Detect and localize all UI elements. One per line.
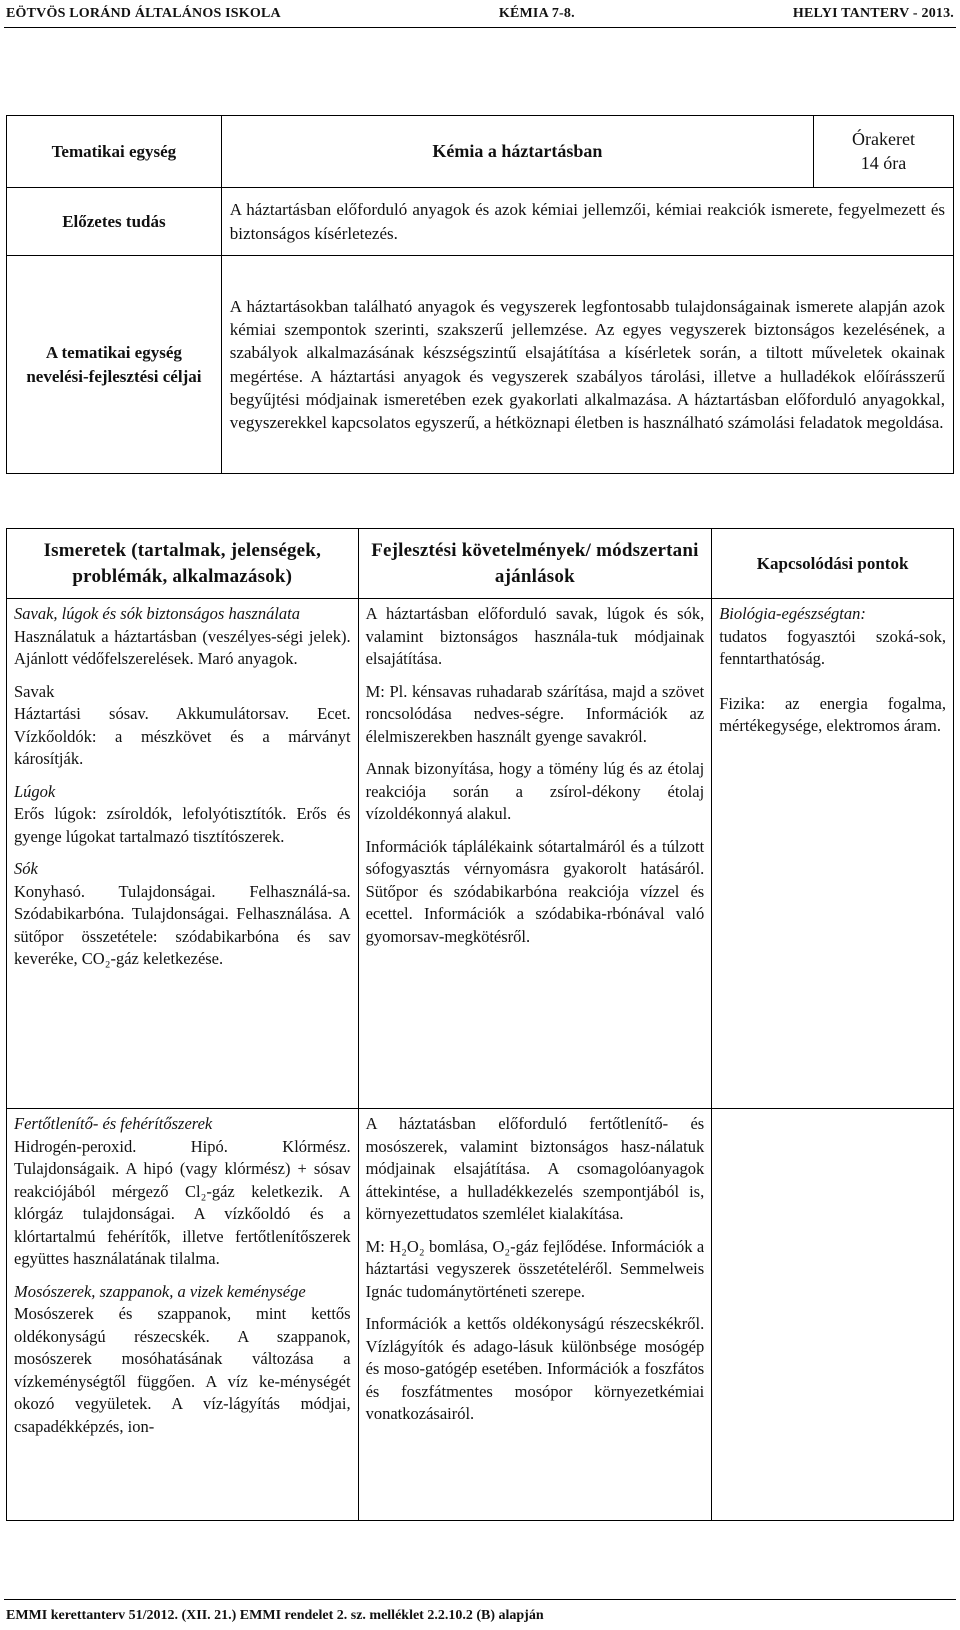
r1c1-p: Savak (14, 681, 55, 701)
row1-knowledge-cell (7, 599, 359, 1109)
unit-title: Kémia a háztartásban (221, 116, 813, 188)
r1c3-biology: Biológia-egészségtan: (719, 604, 866, 623)
row1-requirements-cell (358, 599, 712, 1109)
r2c1-p: Hidrogén-peroxid. Hipó. Klórmész. Tulajdonságaik. A hipó (vagy klórmész) + sósav reakciójából mérgező Cl₂-gáz keletkezik. A klórgáz tulajdonságai. A vízkőoldó és a klórtartalmú fehérítők, illetve fertőtlenítőszerek együttes használatának tilalma. (14, 1136, 351, 1268)
school-name: EÖTVÖS LORÁND ÁLTALÁNOS ISKOLA (6, 6, 281, 21)
r2c1-p: Mosószerek és szappanok, mint kettős oldékonyságú részecskék. A szappanok, mosószerek mosóhatásának változása a vízkeménységtől függően. A víz ke-ménységét okozó vegyületek. A víz-lágyítás módjai, csapadékképzés, ion- (14, 1304, 351, 1436)
r1c1-p: Savak, lúgok és sók biztonságos használata (14, 604, 300, 623)
r1c1-p: Használatuk a háztartásban (veszélyes-ségi jelek). Ajánlott védőfelszerelések. Maró anyagok. (14, 626, 351, 668)
r2c1-p: Mosószerek, szappanok, a vizek keménysége (14, 1281, 306, 1301)
goals-label: A tematikai egység nevelési-fejlesztési céljai (7, 256, 222, 474)
r1c2-p: A háztartásban előforduló savak, lúgok és sók, valamint biztonságos használa-tuk módjainak elsajátítása. (365, 604, 705, 668)
r1c1-p: Háztartási sósav. Akkumulátorsav. Ecet. Vízkőoldók: a mészkövet és a márványt károsítják. (14, 704, 351, 768)
col-header-requirements: Fejlesztési követelmények/ módszertani ajánlások (358, 529, 712, 599)
row1-connections-cell (712, 599, 954, 1109)
goals-text: A háztartásokban található anyagok és vegyszerek legfontosabb tulajdonságainak ismerete alapján azok kémiai szempontok szerinti, szakszerű jellemzése. Az egyes vegyszerek biztonságos kezelésének, a szabályok alkalmazásának készségszintű elsajátítása a kísérletek során, a tiltott műveletek okainak megértése. A háztartási anyagok és vegyszerek szabályos tárolási, illetve a hulladékok előírásszerű begyűjtési módjainak ismeretében ezek gyakorlati alkalmazása. A háztartásban előforduló anyagokkal, vegyszerekkel kapcsolatos egyszerű, a hétköznapi életben is használható számolási feladatok megoldása. (221, 256, 953, 474)
r1c1-p: Sók (14, 859, 38, 878)
header-rule (4, 27, 956, 28)
r2c2-p: M: H₂O₂ bomlása, O₂-gáz fejlődése. Információk a háztartási vegyszerek összetételéről. Semmelweis Ignác tudománytörténeti szerepe. (365, 1236, 705, 1301)
hours-label: Órakeret (852, 129, 916, 150)
footer-rule (4, 1599, 956, 1600)
subject-name: KÉMIA 7-8. (498, 6, 575, 21)
r2c1-p: Fertőtlenítő- és fehérítőszerek (14, 1114, 213, 1133)
content-table (6, 528, 954, 1521)
hours-cell (814, 116, 954, 188)
unit-label: Tematikai egység (7, 116, 222, 188)
r1c1-p: Erős lúgok: zsíroldók, lefolyótisztítók. Erős és gyenge lúgokat tartalmazó tisztítószerek. (14, 804, 351, 846)
row2-connections-cell (712, 1109, 954, 1521)
hours-value: 14 óra (860, 152, 907, 173)
r1c3-physics: Fizika: az energia fogalma, mértékegysége, elektromos áram. (719, 693, 946, 735)
r1c1-p: Lúgok (14, 781, 56, 801)
page-header (6, 6, 954, 22)
r1c2-p: Információk táplálékaink sótartalmáról és a túlzott sófogyasztás vérnyomásra gyakorolt hatásáról. Sütőpor és szódabikarbóna reakciója vízzel és ecettel. Információk a szódabika-rbónával való gyomorsav-megkötésről. (365, 836, 705, 946)
prior-knowledge-label: Előzetes tudás (7, 188, 222, 256)
col-header-knowledge: Ismeretek (tartalmak, jelenségek, problémák, alkalmazások) (7, 529, 359, 599)
r1c1-p: Konyhasó. Tulajdonságai. Felhasználá-sa. Szódabikarbóna. Tulajdonságai. Felhasználása. A sütőpor összetétele: szódabikarbóna és sav keveréke, CO₂-gáz keletkezése. (14, 881, 351, 968)
row2-requirements-cell (358, 1109, 712, 1521)
r2c2-p: A háztatásban előforduló fertőtlenítő- és mosószerek, valamint biztonságos hasz-nálatuk módjainak elsajátítása. A csomagolóanyagok áttekintése, a hulladékkezelés szempontjából is, környezettudatos szemlélet kialakítása. (365, 1114, 705, 1223)
curriculum-name: HELYI TANTERV - 2013. (792, 6, 954, 21)
unit-table (6, 115, 954, 474)
r1c2-p: Annak bizonyítása, hogy a tömény lúg és az étolaj reakciója során a zsírol-dékony étolaj vízoldékonnyá alakul. (365, 759, 705, 823)
r1c2-p: M: Pl. kénsavas ruhadarab szárítása, majd a szövet roncsolódása nedves-ségre. Információk az élelmiszerekben használt gyenge savakról. (365, 681, 705, 746)
r1c3-biology-text: tudatos fogyasztói szoká-sok, fenntarthatóság. (719, 626, 946, 668)
row2-knowledge-cell (7, 1109, 359, 1521)
r2c2-p: Információk a kettős oldékonyságú részecskékről. Vízlágyítók és adago-lásuk különbsége mosógép és moso-gatógép esetében. Információk a foszfátos és foszfátmentes mosópor környezetkémiai vonatkozásairól. (365, 1314, 705, 1423)
page-footer: EMMI kerettanterv 51/2012. (XII. 21.) EMMI rendelet 2. sz. melléklet 2.2.10.2 (B) alapján (6, 1608, 544, 1623)
col-header-connections: Kapcsolódási pontok (712, 529, 954, 599)
prior-knowledge-text: A háztartásban előforduló anyagok és azok kémiai jellemzői, kémiai reakciók ismerete, fegyelmezett és biztonságos kísérletezés. (221, 188, 953, 256)
